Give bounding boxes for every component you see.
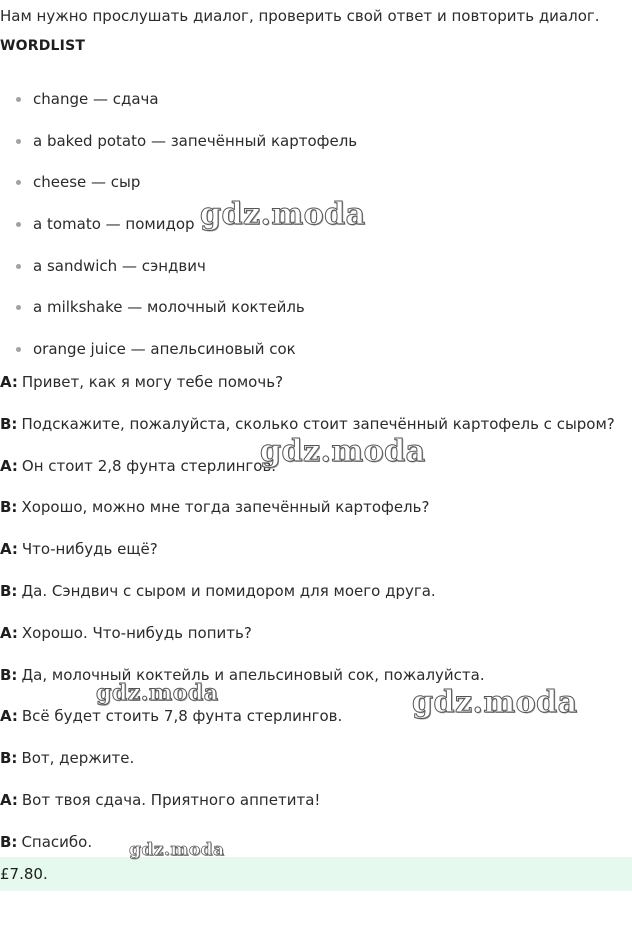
dialog-text: Что-нибудь ещё? xyxy=(21,540,158,559)
bullet-icon xyxy=(16,180,21,185)
wordlist-item-text: cheese — сыр xyxy=(33,173,141,192)
speaker-label: A: xyxy=(0,540,18,559)
watermark-logo: gdz.moda xyxy=(129,840,225,860)
dialog-text: Привет, как я могу тебе помочь? xyxy=(21,373,284,391)
watermark-logo: gdz.moda xyxy=(200,197,366,232)
answer-box: £7.80. xyxy=(0,857,632,891)
watermark-logo: gdz.moda xyxy=(260,434,426,469)
speaker-label: A: xyxy=(0,623,18,642)
dialog-text: Да. Сэндвич с сыром и помидором для моего друга. xyxy=(21,581,436,600)
dialog-text: Вот твоя сдача. Приятного аппетита! xyxy=(21,790,321,809)
wordlist-item-text: change — сдача xyxy=(33,90,159,108)
dialog-line xyxy=(0,493,632,535)
wordlist-item-text: a baked potato — запечённый картофель xyxy=(33,131,358,150)
bullet-icon xyxy=(16,222,21,227)
wordlist-item xyxy=(0,292,357,334)
dialog-text: Хорошо. Что-нибудь попить? xyxy=(21,623,252,642)
watermark-logo: gdz.moda xyxy=(412,685,578,720)
bullet-icon xyxy=(16,97,21,102)
speaker-label: A: xyxy=(0,790,18,809)
intro-text: Нам нужно прослушать диалог, проверить свой ответ и повторить диалог. xyxy=(0,7,600,25)
dialog-text: Всё будет стоить 7,8 фунта стерлингов. xyxy=(21,707,343,726)
speaker-label: B: xyxy=(0,665,18,684)
watermark-logo: gdz.moda xyxy=(96,680,219,706)
bullet-icon xyxy=(16,305,21,310)
dialog-text: Подскажите, пожалуйста, сколько стоит запечённый картофель с сыром? xyxy=(21,414,615,433)
wordlist-item-text: a sandwich — сэндвич xyxy=(33,256,206,275)
speaker-label: B: xyxy=(0,414,18,433)
wordlist-item xyxy=(0,84,357,126)
dialog-line xyxy=(0,786,632,828)
dialog-line xyxy=(0,535,632,577)
wordlist-item xyxy=(0,126,357,168)
bullet-icon xyxy=(16,347,21,352)
dialog-line xyxy=(0,577,632,619)
speaker-label: B: xyxy=(0,832,18,851)
wordlist-item-text: orange juice — апельсиновый сок xyxy=(33,340,296,359)
bullet-icon xyxy=(16,139,21,144)
dialog-text: Он стоит 2,8 фунта стерлингов. xyxy=(21,456,277,475)
bullet-icon xyxy=(16,264,21,269)
dialog-line xyxy=(0,619,632,661)
speaker-label: B: xyxy=(0,749,18,768)
dialog-line xyxy=(0,368,632,410)
speaker-label: B: xyxy=(0,498,18,517)
dialog-text: Да, молочный коктейль и апельсиновый сок, пожалуйста. xyxy=(21,665,485,684)
speaker-label: A: xyxy=(0,456,18,475)
wordlist-item-text: a milkshake — молочный коктейль xyxy=(33,298,305,317)
dialog-line xyxy=(0,744,632,786)
dialog-text: Хорошо, можно мне тогда запечённый картофель? xyxy=(21,498,430,517)
wordlist-item-text: a tomato — помидор xyxy=(33,215,195,234)
dialog-text: Спасибо. xyxy=(21,832,93,851)
wordlist-title: WORDLIST xyxy=(0,38,86,54)
speaker-label: B: xyxy=(0,581,18,600)
dialog-text: Вот, держите. xyxy=(21,749,135,768)
speaker-label: A: xyxy=(0,373,18,391)
speaker-label: A: xyxy=(0,707,18,726)
wordlist-item xyxy=(0,251,357,293)
